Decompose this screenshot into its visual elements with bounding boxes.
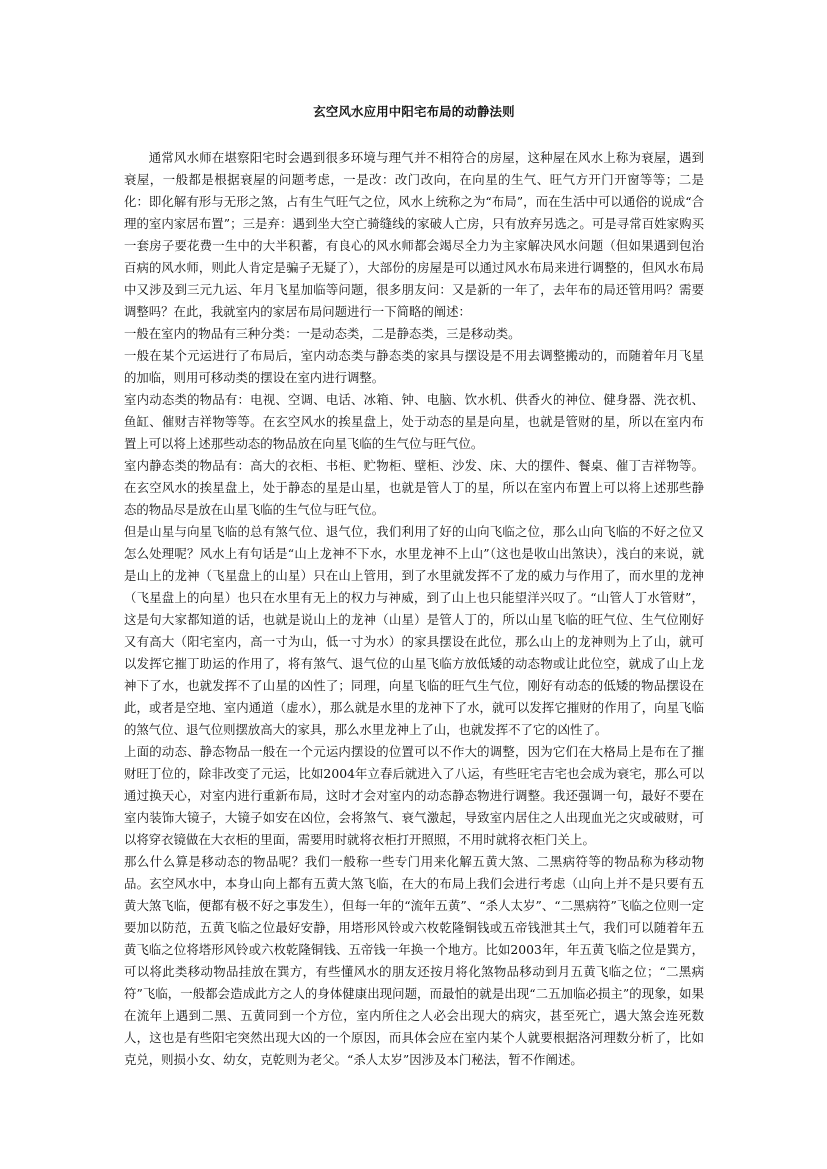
paragraph-categories: 一般在室内的物品有三种分类：一是动态类，二是静态类，三是移动类。 bbox=[124, 326, 521, 341]
paragraph-era-change: 上面的动态、静态物品一般在一个元运内摆设的位置可以不作大的调整，因为它们在大格局上是布在了摧财旺丁位的，除非改变了元运，比如2004年立春后就进入了八运，有些旺宅吉宅也会成为衰宅，那么可以通过换天心，对室内进行重新布局，这时才会对室内的动态静态物进行调整。我还强调一句，最好不要在室内装饰大镜子，大镜子如安在凶位，会将煞气、衰气激起，导致室内居住之人出现血光之灾或破财，可以将穿衣镜做在大衣柜的里面，需要用时就将衣柜打开照照，不用时就将衣柜门关上。 bbox=[124, 744, 704, 847]
document-title: 玄空风水应用中阳宅布局的动静法则 bbox=[313, 104, 515, 119]
document-body bbox=[124, 147, 704, 1071]
paragraph-intro: 通常风水师在堪察阳宅时会遇到很多环境与理气并不相符合的房屋，这种屋在风水上称为衰屋，遇到衰屋，一般都是根据衰屋的问题考虑，一是改：改门改向，在向星的生气、旺气方开门开窗等等；二是化：即化解有形与无形之煞，占有生气旺气之位，风水上统称之为“布局”，而在生活中可以通俗的说成“合理的室内家居布置”；三是弃：遇到坐大空亡骑缝线的家破人亡房，只有放弃另选之。可是寻常百姓家购买一套房子要花费一生中的大半积蓄，有良心的风水师都会竭尽全力为主家解决风水问题（但如果遇到包治百病的风水师，则此人肯定是骗子无疑了），大部份的房屋是可以通过风水布局来进行调整的，但风水布局中又涉及到三元九运、年月飞星加临等问题，很多朋友问：又是新的一年了，去年布的局还管用吗？需要调整吗？在此，我就室内的家居布局问题进行一下简略的阐述： bbox=[124, 150, 704, 319]
paragraph-static-items: 室内静态类的物品有：高大的衣柜、书柜、贮物柜、壁柜、沙发、床、大的摆件、餐桌、催丁吉祥物等。在玄空风水的挨星盘上，处于静态的星是山星，也就是管人丁的星，所以在室内布置上可以将上述那些静态的物品尽是放在山星飞临的生气位与旺气位。 bbox=[124, 458, 704, 517]
paragraph-adjustment: 一般在某个元运进行了布局后，室内动态类与静态类的家具与摆设是不用去调整搬动的，而随着年月飞星的加临，则用可移动类的摆设在室内进行调整。 bbox=[124, 348, 704, 385]
paragraph-dynamic-items: 室内动态类的物品有：电视、空调、电话、冰箱、钟、电脑、饮水机、供香火的神位、健身器、洗衣机、鱼缸、催财吉祥物等等。在玄空风水的挨星盘上，处于动态的星是向星，也就是管财的星，所以在室内布置上可以将上述那些动态的物品放在向星飞临的生气位与旺气位。 bbox=[124, 392, 704, 451]
document-page bbox=[124, 0, 704, 1071]
paragraph-mountain-water: 但是山星与向星飞临的总有煞气位、退气位，我们利用了好的山向飞临之位，那么山向飞临的不好之位又怎么处理呢？风水上有句话是“山上龙神不下水，水里龙神不上山”（这也是收山出煞诀），浅白的来说，就是山上的龙神（飞星盘上的山星）只在山上管用，到了水里就发挥不了龙的威力与作用了，而水里的龙神（飞星盘上的向星）也只在水里有无上的权力与神威，到了山上也只能望洋兴叹了。“山管人丁水管财”，这是句大家都知道的话，也就是说山上的龙神（山星）是管人丁的，所以山星飞临的旺气位、生气位刚好又有高大（阳宅室内，高一寸为山，低一寸为水）的家具摆设在此位，那么山上的龙神则为上了山，就可以发挥它摧丁助运的作用了，将有煞气、退气位的山星飞临方放低矮的动态物或让此位空，就成了山上龙神下了水，也就发挥不了山星的凶性了；同理，向星飞临的旺气生气位，刚好有动态的低矮的物品摆设在此，或者是空地、室内通道（虚水），那么就是水里的龙神下了水，就可以发挥它摧财的作用了，向星飞临的煞气位、退气位则摆放高大的家具，那么水里龙神上了山，也就发挥不了它的凶性了。 bbox=[124, 524, 704, 737]
paragraph-movable-items: 那么什么算是移动态的物品呢？我们一般称一些专门用来化解五黄大煞、二黑病符等的物品称为移动物品。玄空风水中，本身山向上都有五黄大煞飞临，在大的布局上我们会进行考虑（山向上并不是只要有五黄大煞飞临，便都有极不好之事发生），但每一年的“流年五黄”、“杀人太岁”、“二黑病符”飞临之位则一定要加以防范，五黄飞临之位最好安静，用塔形风铃或六枚乾隆铜钱或五帝钱泄其土气，我们可以随着年五黄飞临之位将塔形风铃或六枚乾隆铜钱、五帝钱一年换一个地方。比如2003年，年五黄飞临之位是巽方，可以将此类移动物品挂放在巽方，有些懂风水的朋友还按月将化煞物品移动到月五黄飞临之位；“二黑病符”飞临，一般都会造成此方之人的身体健康出现问题，而最怕的就是出现“二五加临必损主”的现象，如果在流年上遇到二黑、五黄同到一个方位，室内所住之人必会出现大的病灾，甚至死亡，遇大煞会连死数人，这也是有些阳宅突然出现大凶的一个原因，而具体会应在室内某个人就要根据洛河理数分析了，比如克兑，则损小女、幼女，克乾则为老父。“杀人太岁”因涉及本门秘法，暂不作阐述。 bbox=[124, 854, 704, 1067]
